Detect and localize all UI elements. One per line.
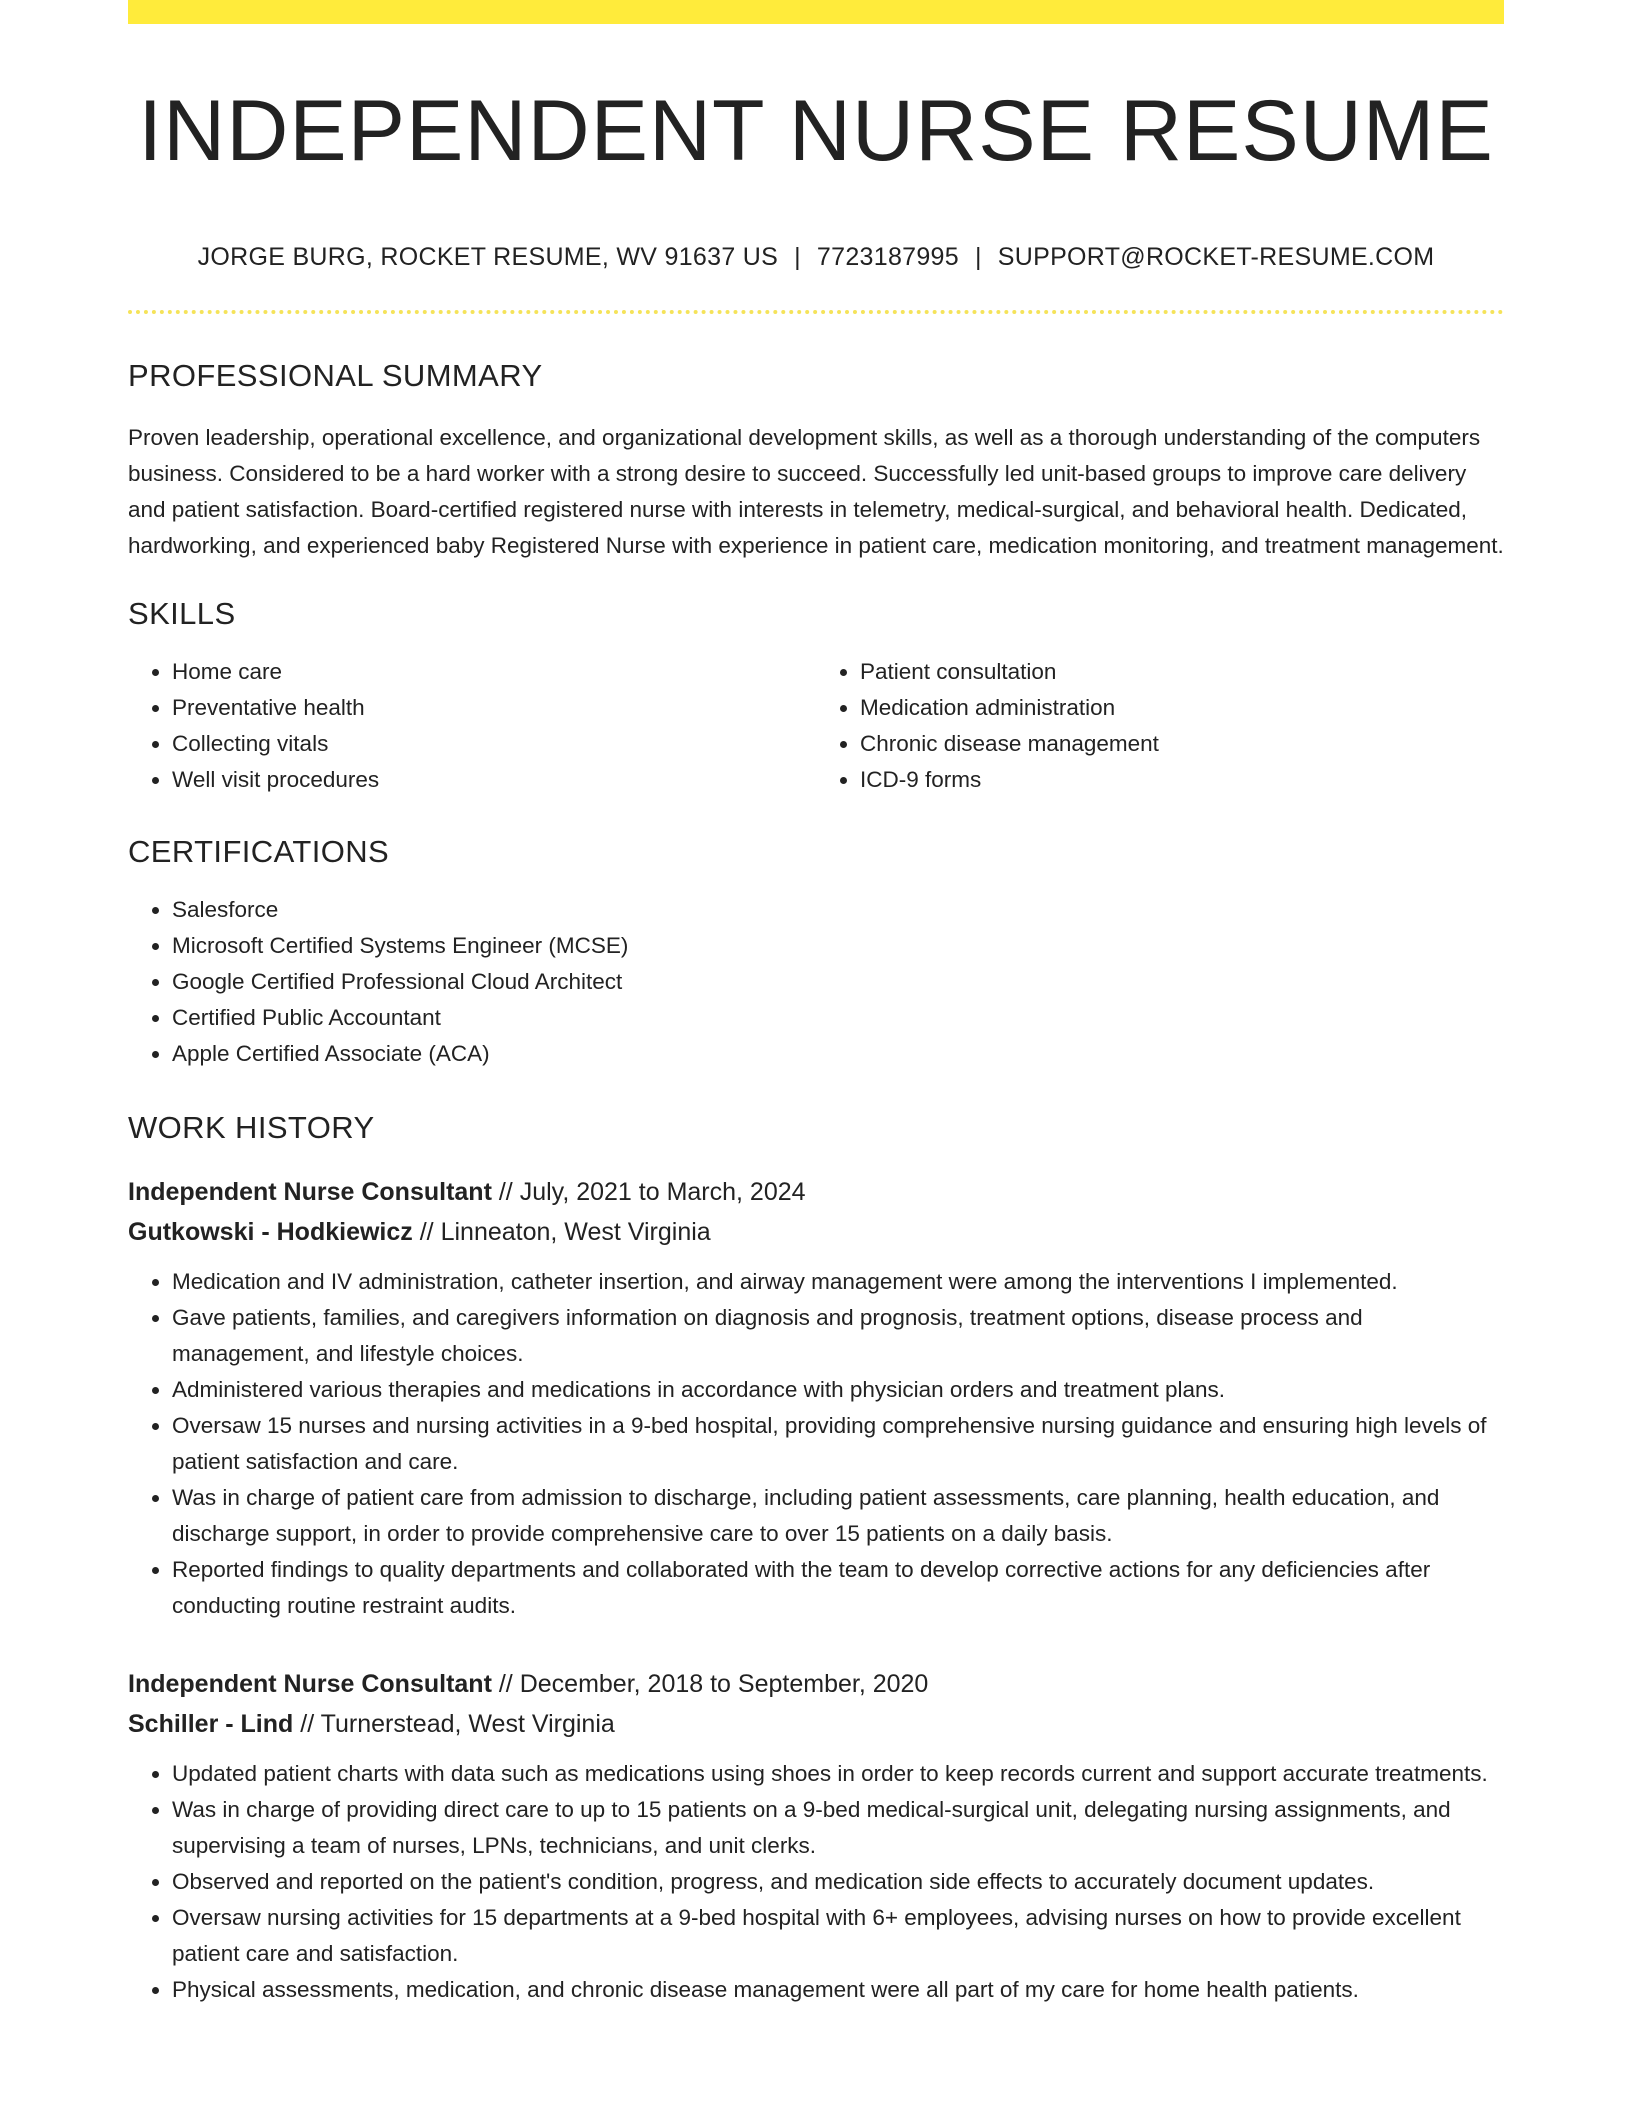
job-location: Turnerstead, West Virginia — [320, 1709, 615, 1738]
skills-heading: SKILLS — [128, 595, 236, 631]
certification-item: • Microsoft Certified Systems Engineer (MCSE) — [172, 928, 1504, 964]
job-company-line — [128, 1704, 1504, 1744]
job-title: Independent Nurse Consultant — [128, 1669, 492, 1698]
job-title-line — [128, 1172, 1504, 1212]
skill-item: • Patient consultation — [860, 654, 1504, 690]
contact-phone: 7723187995 — [816, 242, 959, 271]
job-bullet: • Medication and IV administration, catheter insertion, and airway management were among the interventions I implemented. — [172, 1264, 1504, 1300]
job-separator: // — [419, 1217, 434, 1246]
job-bullets — [128, 1756, 1504, 2008]
summary-heading: PROFESSIONAL SUMMARY — [128, 357, 543, 393]
certification-item: • Google Certified Professional Cloud Architect — [172, 964, 1504, 1000]
skill-item: • Collecting vitals — [172, 726, 816, 762]
work-history-heading: WORK HISTORY — [128, 1109, 375, 1145]
contact-email: SUPPORT@ROCKET-RESUME.COM — [997, 242, 1435, 271]
certifications-heading: CERTIFICATIONS — [128, 833, 390, 869]
contact-separator: | — [974, 242, 982, 271]
job-bullet: • Observed and reported on the patient's condition, progress, and medication side effects to accurately document updates. — [172, 1864, 1504, 1900]
job-company: Schiller - Lind — [128, 1709, 294, 1738]
skills-list-right — [816, 654, 1504, 798]
certification-item: • Certified Public Accountant — [172, 1000, 1504, 1036]
job-bullet: • Updated patient charts with data such as medications using shoes in order to keep records current and support accurate treatments. — [172, 1756, 1504, 1792]
job-bullet: • Reported findings to quality departments and collaborated with the team to develop corrective actions for any deficiencies after conducting routine restraint audits. — [172, 1552, 1504, 1624]
job-separator: // — [498, 1669, 513, 1698]
contact-line — [128, 243, 1504, 272]
job-title-line — [128, 1664, 1504, 1704]
job-company: Gutkowski - Hodkiewicz — [128, 1217, 413, 1246]
contact-separator: | — [794, 242, 801, 271]
job-title: Independent Nurse Consultant — [128, 1177, 492, 1206]
job-company-line — [128, 1212, 1504, 1252]
job-dates: July, 2021 to March, 2024 — [519, 1177, 806, 1206]
job-bullet: • Was in charge of patient care from admission to discharge, including patient assessments, care planning, health education, and discharge support, in order to provide comprehensive care to over 15 patients on a daily basis. — [172, 1480, 1504, 1552]
skill-item: • Home care — [172, 654, 816, 690]
job-separator: // — [498, 1177, 513, 1206]
job-bullet: • Oversaw 15 nurses and nursing activities in a 9-bed hospital, providing comprehensive nursing guidance and ensuring high levels of patient satisfaction and care. — [172, 1408, 1504, 1480]
job-bullet: • Administered various therapies and medications in accordance with physician orders and treatment plans. — [172, 1372, 1504, 1408]
contact-address: JORGE BURG, ROCKET RESUME, WV 91637 US — [197, 242, 779, 271]
job-bullet: • Physical assessments, medication, and chronic disease management were all part of my care for home health patients. — [172, 1972, 1504, 2008]
job-bullets — [128, 1264, 1504, 1624]
skills-columns — [128, 654, 1504, 798]
skills-list-left — [128, 654, 816, 798]
job-bullet: • Oversaw nursing activities for 15 departments at a 9-bed hospital with 6+ employees, advising nurses on how to provide excellent patient care and satisfaction. — [172, 1900, 1504, 1972]
skill-item: • Well visit procedures — [172, 762, 816, 798]
skill-item: • ICD-9 forms — [860, 762, 1504, 798]
resume-title: INDEPENDENT NURSE RESUME — [138, 83, 1494, 179]
skill-item: • Medication administration — [860, 690, 1504, 726]
certifications-list — [128, 892, 1504, 1072]
job-bullet: • Gave patients, families, and caregivers information on diagnosis and prognosis, treatment options, disease process and management, and lifestyle choices. — [172, 1300, 1504, 1372]
job-location: Linneaton, West Virginia — [440, 1217, 711, 1246]
accent-bar — [128, 0, 1504, 24]
job-dates: December, 2018 to September, 2020 — [519, 1669, 929, 1698]
certification-item: • Apple Certified Associate (ACA) — [172, 1036, 1504, 1072]
skill-item: • Preventative health — [172, 690, 816, 726]
resume-page — [128, 0, 1504, 2008]
certification-item: • Salesforce — [172, 892, 1504, 928]
job-entry — [128, 1172, 1504, 1624]
summary-text: Proven leadership, operational excellence, and organizational development skills, as well as a thorough understanding of the computers business. Considered to be a hard worker with a strong desire to succeed. Successfully led unit-based groups to improve care delivery and patient satisfaction. Board-certified registered nurse with interests in telemetry, medical-surgical, and behavioral health. Dedicated, hardworking, and experienced baby Registered Nurse with experience in patient care, medication monitoring, and treatment management. — [128, 424, 1504, 558]
skill-item: • Chronic disease management — [860, 726, 1504, 762]
job-bullet: • Was in charge of providing direct care to up to 15 patients on a 9-bed medical-surgical unit, delegating nursing assignments, and supervising a team of nurses, LPNs, technicians, and unit clerks. — [172, 1792, 1504, 1864]
dotted-divider — [128, 310, 1504, 314]
job-separator: // — [300, 1709, 315, 1738]
job-entry — [128, 1664, 1504, 2008]
